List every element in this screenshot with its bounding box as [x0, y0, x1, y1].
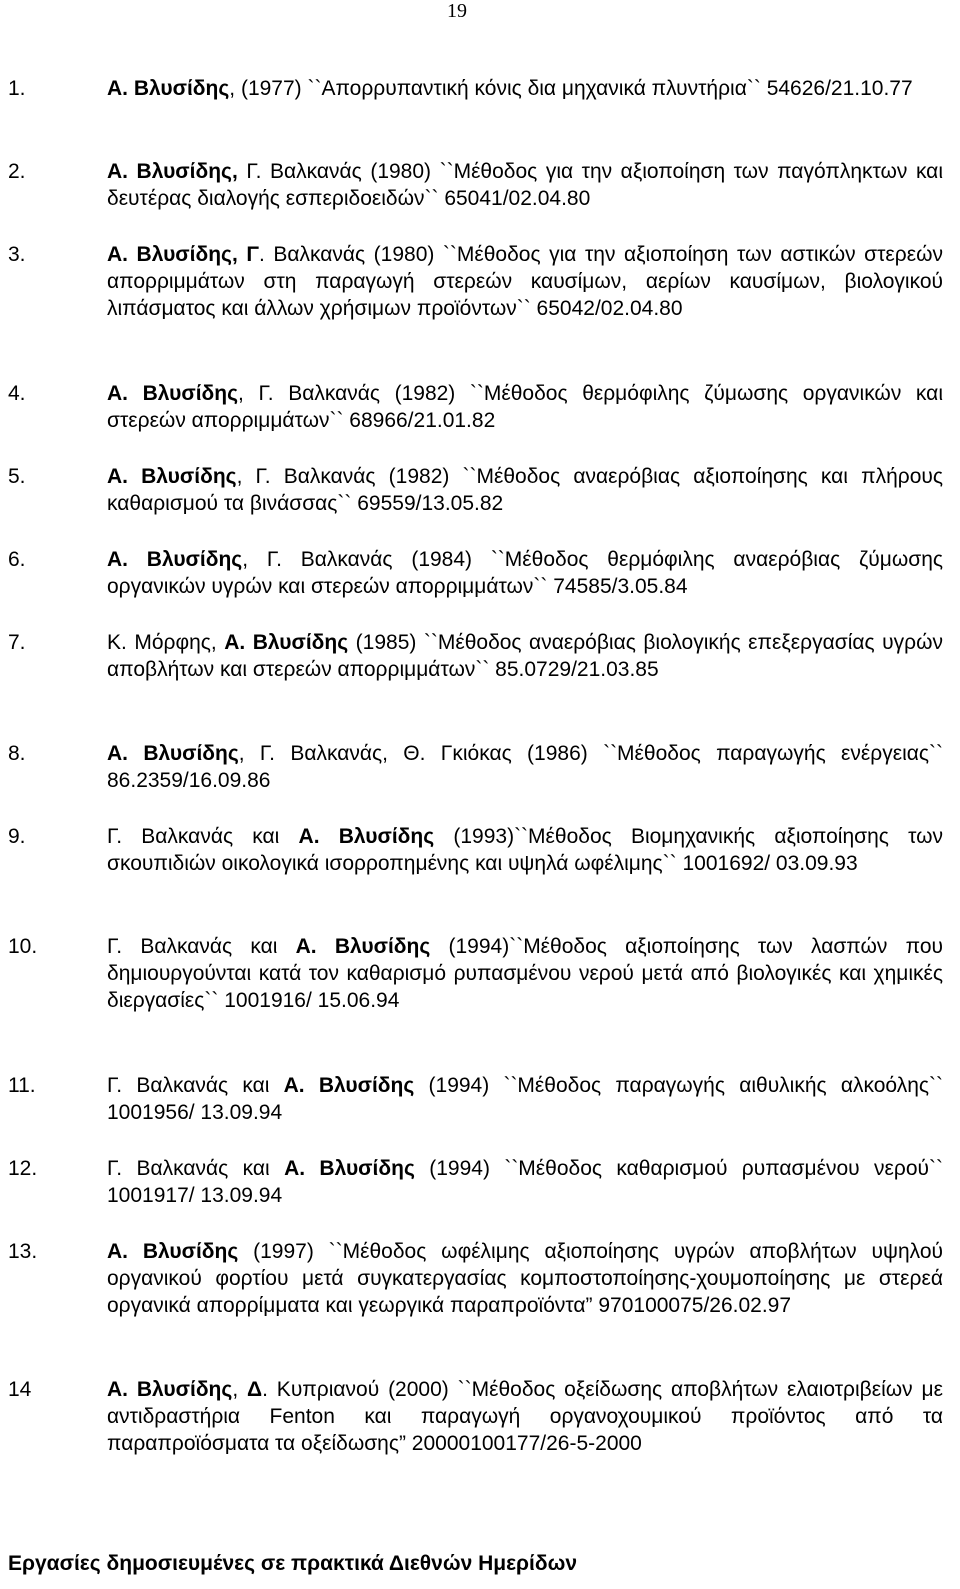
reference-number: 14	[8, 1378, 32, 1401]
reference-text: Α. Βλυσίδης, (1977) ``Απορρυπαντική κόνις δια μηχανικά πλυντήρια`` 54626/21.10.77	[107, 77, 913, 100]
reference-text: Κ. Μόρφης, Α. Βλυσίδης (1985) ``Μέθοδος αναερόβιας βιολογικής επεξεργασίας υγρών αποβλήτων και στερεών απορριμμάτων`` 85.0729/21.03.85	[107, 631, 943, 681]
author-name: Α. Βλυσίδης	[283, 1074, 415, 1097]
reference-number: 6.	[8, 548, 26, 571]
reference-number: 9.	[8, 825, 26, 848]
author-name: Α. Βλυσίδης	[107, 1378, 233, 1401]
reference-number: 5.	[8, 465, 26, 488]
reference-number: 3.	[8, 243, 26, 266]
author-name: Α. Βλυσίδης	[224, 631, 349, 654]
author-name: Α. Βλυσίδης	[284, 1157, 415, 1180]
reference-number: 10.	[8, 935, 38, 958]
author-name: Δ	[247, 1378, 263, 1401]
author-name: Α. Βλυσίδης	[107, 382, 239, 405]
reference-number: 2.	[8, 160, 26, 183]
reference-text: Α. Βλυσίδης, Γ. Βαλκανάς (1982) ``Μέθοδος αναερόβιας αξιοποίησης και πλήρους καθαρισμού τα βινάσσας`` 69559/13.05.82	[107, 465, 943, 515]
author-name: Α. Βλυσίδης, Γ	[107, 243, 259, 266]
author-name: Α. Βλυσίδης	[107, 77, 230, 100]
author-name: Α. Βλυσίδης	[107, 465, 237, 488]
reference-text: Α. Βλυσίδης (1997) ``Μέθοδος ωφέλιμης αξιοποίησης υγρών αποβλήτων υψηλού οργανικού φορτίου μετά συγκατεργασίας κομποστοποίησης-χουμοποίησης με στερεά οργανικά απορρίμματα και γεωργικά παραπροϊόντα” 970100075/26.02.97	[107, 1240, 943, 1317]
reference-text: Α. Βλυσίδης, Γ. Βαλκανάς (1982) ``Μέθοδος θερμόφιλης ζύμωσης οργανικών και στερεών απορριμμάτων`` 68966/21.01.82	[107, 382, 943, 432]
author-name: Α. Βλυσίδης	[298, 825, 435, 848]
author-name: Α. Βλυσίδης	[107, 548, 243, 571]
reference-text: Α. Βλυσίδης, Δ. Κυπριανού (2000) ``Μέθοδος οξείδωσης αποβλήτων ελαιοτριβείων με αντιδραστήρια Fenton και παραγωγή οργανοχουμικού προϊόντος από τα παραπροϊόσματα τα οξείδωσης” 20000100177/26-5-2000	[107, 1378, 944, 1455]
reference-text: Α. Βλυσίδης, Γ. Βαλκανάς (1980) ``Μέθοδος για την αξιοποίηση των παγόπληκτων και δευτέρας διαλογής εσπεριδοειδών`` 65041/02.04.80	[107, 160, 943, 210]
reference-text: Γ. Βαλκανάς και Α. Βλυσίδης (1994)``Μέθοδος αξιοποίησης των λασπών που δημιουργούνται κατά τον καθαρισμό ρυπασμένου νερού μετά από βιολογικές και χημικές διεργασίες`` 1001916/ 15.06.94	[107, 935, 943, 1012]
author-name: Α. Βλυσίδης	[107, 1240, 239, 1263]
reference-number: 7.	[8, 631, 26, 654]
reference-text: Γ. Βαλκανάς και Α. Βλυσίδης (1993)``Μέθοδος Βιομηχανικής αξιοποίησης των σκουπιδιών οικολογικά ισορροπημένης και υψηλά ωφέλιμης`` 1001692/ 03.09.93	[107, 825, 943, 875]
page-number: 19	[447, 0, 467, 22]
section-heading: Εργασίες δημοσιευμένες σε πρακτικά Διεθνών Ημερίδων	[8, 1552, 578, 1575]
author-name: Α. Βλυσίδης	[107, 742, 239, 765]
author-name: Α. Βλυσίδης	[295, 935, 431, 958]
reference-text: Γ. Βαλκανάς και Α. Βλυσίδης (1994) ``Μέθοδος καθαρισμού ρυπασμένου νερού`` 1001917/ 13.09.94	[107, 1157, 943, 1207]
reference-number: 4.	[8, 382, 26, 405]
reference-number: 12.	[8, 1157, 38, 1180]
reference-number: 13.	[8, 1240, 38, 1263]
reference-number: 8.	[8, 742, 26, 765]
reference-text: Α. Βλυσίδης, Γ. Βαλκανάς, Θ. Γκιόκας (1986) ``Μέθοδος παραγωγής ενέργειας`` 86.2359/16.09.86	[107, 742, 943, 792]
reference-text: Γ. Βαλκανάς και Α. Βλυσίδης (1994) ``Μέθοδος παραγωγής αιθυλικής αλκοόλης`` 1001956/ 13.09.94	[107, 1074, 943, 1124]
reference-number: 1.	[8, 77, 26, 100]
reference-text: Α. Βλυσίδης, Γ. Βαλκανάς (1984) ``Μέθοδος θερμόφιλης αναερόβιας ζύμωσης οργανικών υγρών και στερεών απορριμμάτων`` 74585/3.05.84	[107, 548, 943, 598]
reference-number: 11.	[8, 1074, 36, 1097]
author-name: Α. Βλυσίδης,	[107, 160, 247, 183]
reference-text: Α. Βλυσίδης, Γ. Βαλκανάς (1980) ``Μέθοδος για την αξιοποίηση των αστικών στερεών απορριμμάτων στη παραγωγή στερεών καυσίμων, αερίων καυσίμων, βιολογικού λιπάσματος και άλλων χρήσιμων προϊόντων`` 65042/02.04.80	[107, 243, 943, 320]
